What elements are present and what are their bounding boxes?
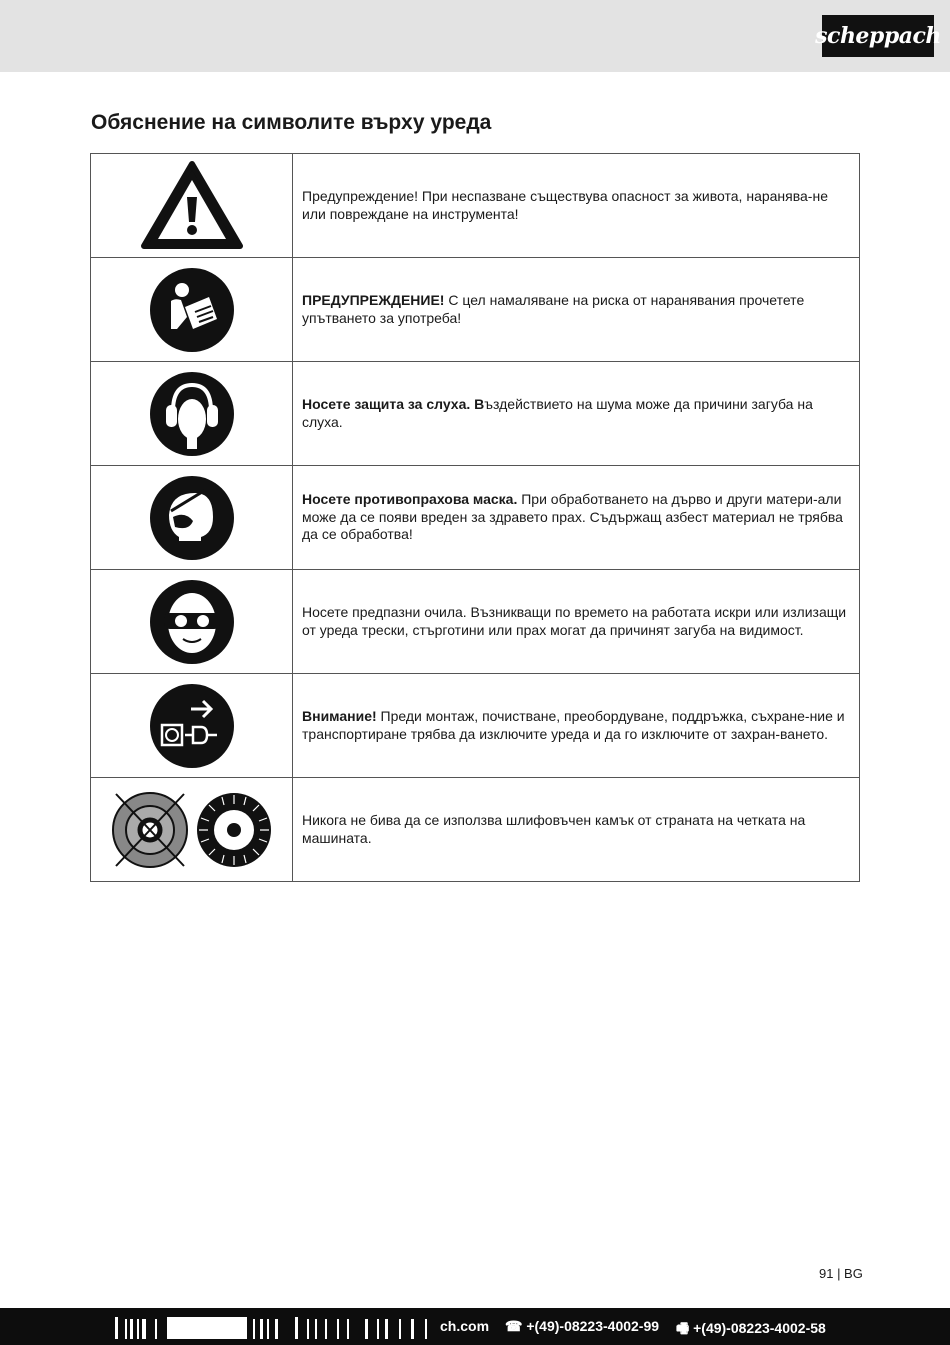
icon-cell [91,362,293,466]
icon-cell [91,778,293,882]
page-number: 91 | BG [819,1266,863,1281]
description-cell [293,466,860,570]
description-cell [293,778,860,882]
description-bold: Носете защита за слуха. В [302,396,485,412]
table-row [91,466,860,570]
description-text: Никога не бива да се използва шлифовъчен камък от страната на четката на машината. [302,812,806,846]
header-band [0,0,950,72]
icon-cell [91,674,293,778]
icon-cell [91,570,293,674]
description-cell [293,570,860,674]
description-bold: Внимание! [302,708,377,724]
symbols-table [90,153,860,882]
table-row [91,674,860,778]
footer-phone: ☎ +(49)-08223-4002-99 [505,1318,660,1334]
description-cell [293,154,860,258]
footer-fax: 🖷 +(49)-08223-4002-58 [676,1320,826,1336]
description-cell [293,362,860,466]
table-row [91,778,860,882]
brand-logo: scheppach [822,15,934,57]
table-row [91,258,860,362]
description-text: При обработването на дърво и други матери-али може да се появи вреден за здравето прах. Съдържащ азбест материал не трябва да се обработва! [302,491,843,543]
table-row [91,154,860,258]
dust-mask-icon [149,475,235,561]
warning-triangle-icon [140,160,244,252]
table-row [91,362,860,466]
icon-cell [91,258,293,362]
description-text: ъздействието на шума може да причини загуба на слуха. [302,396,813,430]
icon-cell [91,154,293,258]
unplug-icon [149,683,235,769]
page-title: Обяснение на символите върху уреда [91,111,492,134]
safety-goggles-icon [149,579,235,665]
no-grinding-wheel-icon [112,790,272,870]
description-bold: ПРЕДУПРЕЖДЕНИЕ! [302,292,445,308]
description-text: Предупреждение! При неспазване съществува опасност за живота, наранява-не или повреждане на инструмента! [302,188,828,222]
table-row [91,570,860,674]
read-manual-icon [149,267,235,353]
description-text: Преди монтаж, почистване, преобордуване, поддръжка, съхране-ние и транспортиране трябва да изключите уреда и да го изключите от захран-ването. [302,708,845,742]
description-text: С цел намаляване на риска от наранявания прочетете упътването за употреба! [302,292,805,326]
ear-protection-icon [149,371,235,457]
description-text: Носете предпазни очила. Възникващи по времето на работата искри или излизащи от уреда трески, стърготини или прах могат да причинят загуба на видимост. [302,604,847,638]
footer-email: ch.com [440,1318,490,1334]
description-cell [293,258,860,362]
icon-cell [91,466,293,570]
footer-band [0,1308,950,1345]
description-cell [293,674,860,778]
footer-barcode-artifact [115,1317,495,1339]
description-bold: Носете противопрахова маска. [302,491,518,508]
